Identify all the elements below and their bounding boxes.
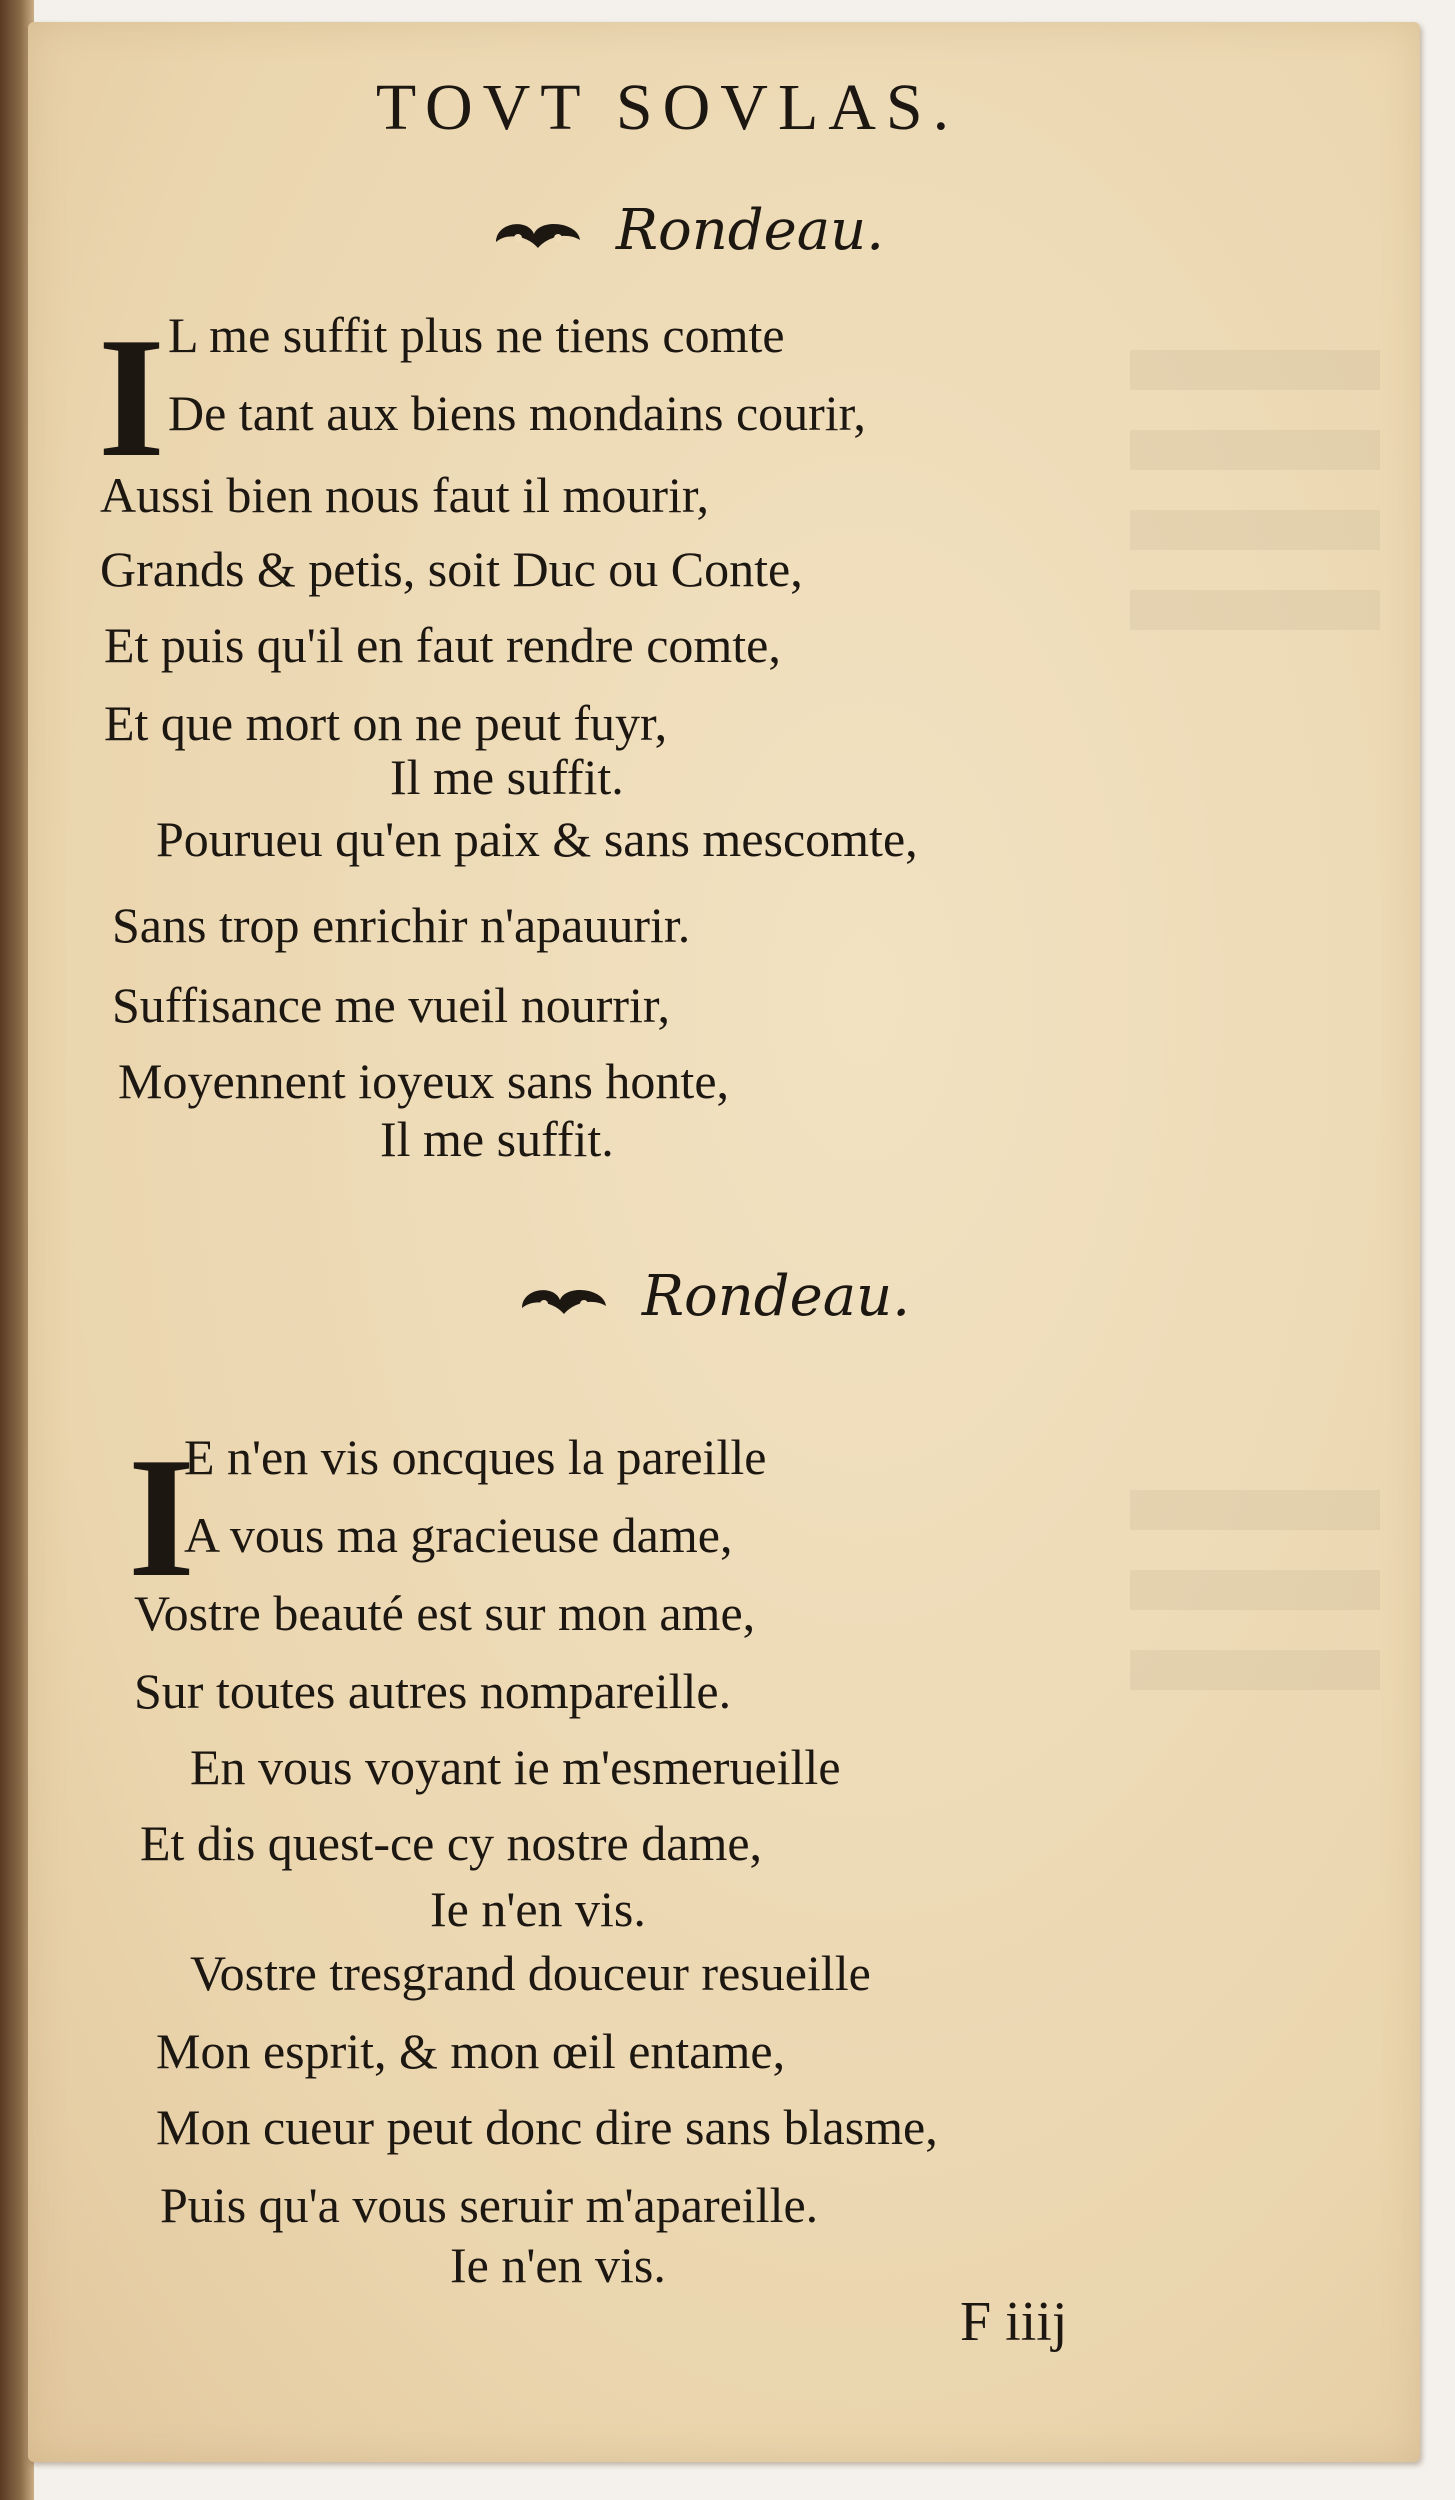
- rondeau-2-line-1: E n'en vis oncques la pareille: [184, 1429, 767, 1485]
- rondeau-1-line-5: Et puis qu'il en faut rendre comte,: [104, 617, 781, 673]
- rondeau-1-line-3: Aussi bien nous faut il mourir,: [100, 467, 710, 523]
- rondeau-1-line-6: Et que mort on ne peut fuyr,: [104, 695, 668, 751]
- rondeau-1-line-2: De tant aux biens mondains courir,: [168, 385, 866, 441]
- rondeau-2-heading: [514, 1264, 910, 1329]
- rondeau-2-line-6: Et dis quest-ce cy nostre dame,: [140, 1815, 763, 1871]
- fleuron-icon: [488, 212, 588, 258]
- rondeau-2-line-5: En vous voyant ie m'esmerueille: [190, 1739, 841, 1795]
- rondeau-1-line-8: Sans trop enrichir n'apauurir.: [112, 897, 691, 953]
- rondeau-2-line-2: A vous ma gracieuse dame,: [184, 1507, 733, 1563]
- rondeau-1-line-7: Pourueu qu'en paix & sans mescomte,: [156, 811, 918, 867]
- rondeau-1-drop-cap: I: [98, 303, 165, 493]
- rondeau-2-line-9: Mon cueur peut donc dire sans blasme,: [156, 2099, 938, 2155]
- rondeau-1-heading: [488, 198, 884, 263]
- signature-mark: F iiij: [960, 2291, 1068, 2353]
- rondeau-2-drop-cap: I: [128, 1423, 195, 1613]
- rondeau-1-line-9: Suffisance me vueil nourrir,: [112, 977, 671, 1033]
- rondeau-2-heading-text: Rondeau.: [641, 1264, 910, 1329]
- rondeau-1-line-10: Moyennent ioyeux sans honte,: [118, 1053, 730, 1109]
- rondeau-2-refrain-2: Ie n'en vis.: [450, 2237, 666, 2293]
- rondeau-2-line-10: Puis qu'a vous seruir m'apareille.: [160, 2177, 819, 2233]
- rondeau-2-line-8: Mon esprit, & mon œil entame,: [156, 2023, 786, 2079]
- rondeau-2-line-3: Vostre beauté est sur mon ame,: [134, 1585, 756, 1641]
- rondeau-1-heading-text: Rondeau.: [615, 198, 884, 263]
- rondeau-1-line-4: Grands & petis, soit Duc ou Conte,: [100, 541, 803, 597]
- rondeau-2-line-4: Sur toutes autres nompareille.: [134, 1663, 732, 1719]
- rondeau-1-line-1: L me suffit plus ne tiens comte: [168, 307, 785, 363]
- running-head-text: TOVT SOVLAS.: [375, 71, 960, 144]
- fleuron-icon: [514, 1278, 614, 1324]
- rondeau-1-refrain-2: Il me suffit.: [380, 1111, 614, 1167]
- rondeau-1-refrain-1: Il me suffit.: [390, 749, 624, 805]
- running-head: [0, 70, 1455, 146]
- rondeau-2-line-7: Vostre tresgrand douceur resueille: [190, 1945, 871, 2001]
- rondeau-2-refrain-1: Ie n'en vis.: [430, 1881, 646, 1937]
